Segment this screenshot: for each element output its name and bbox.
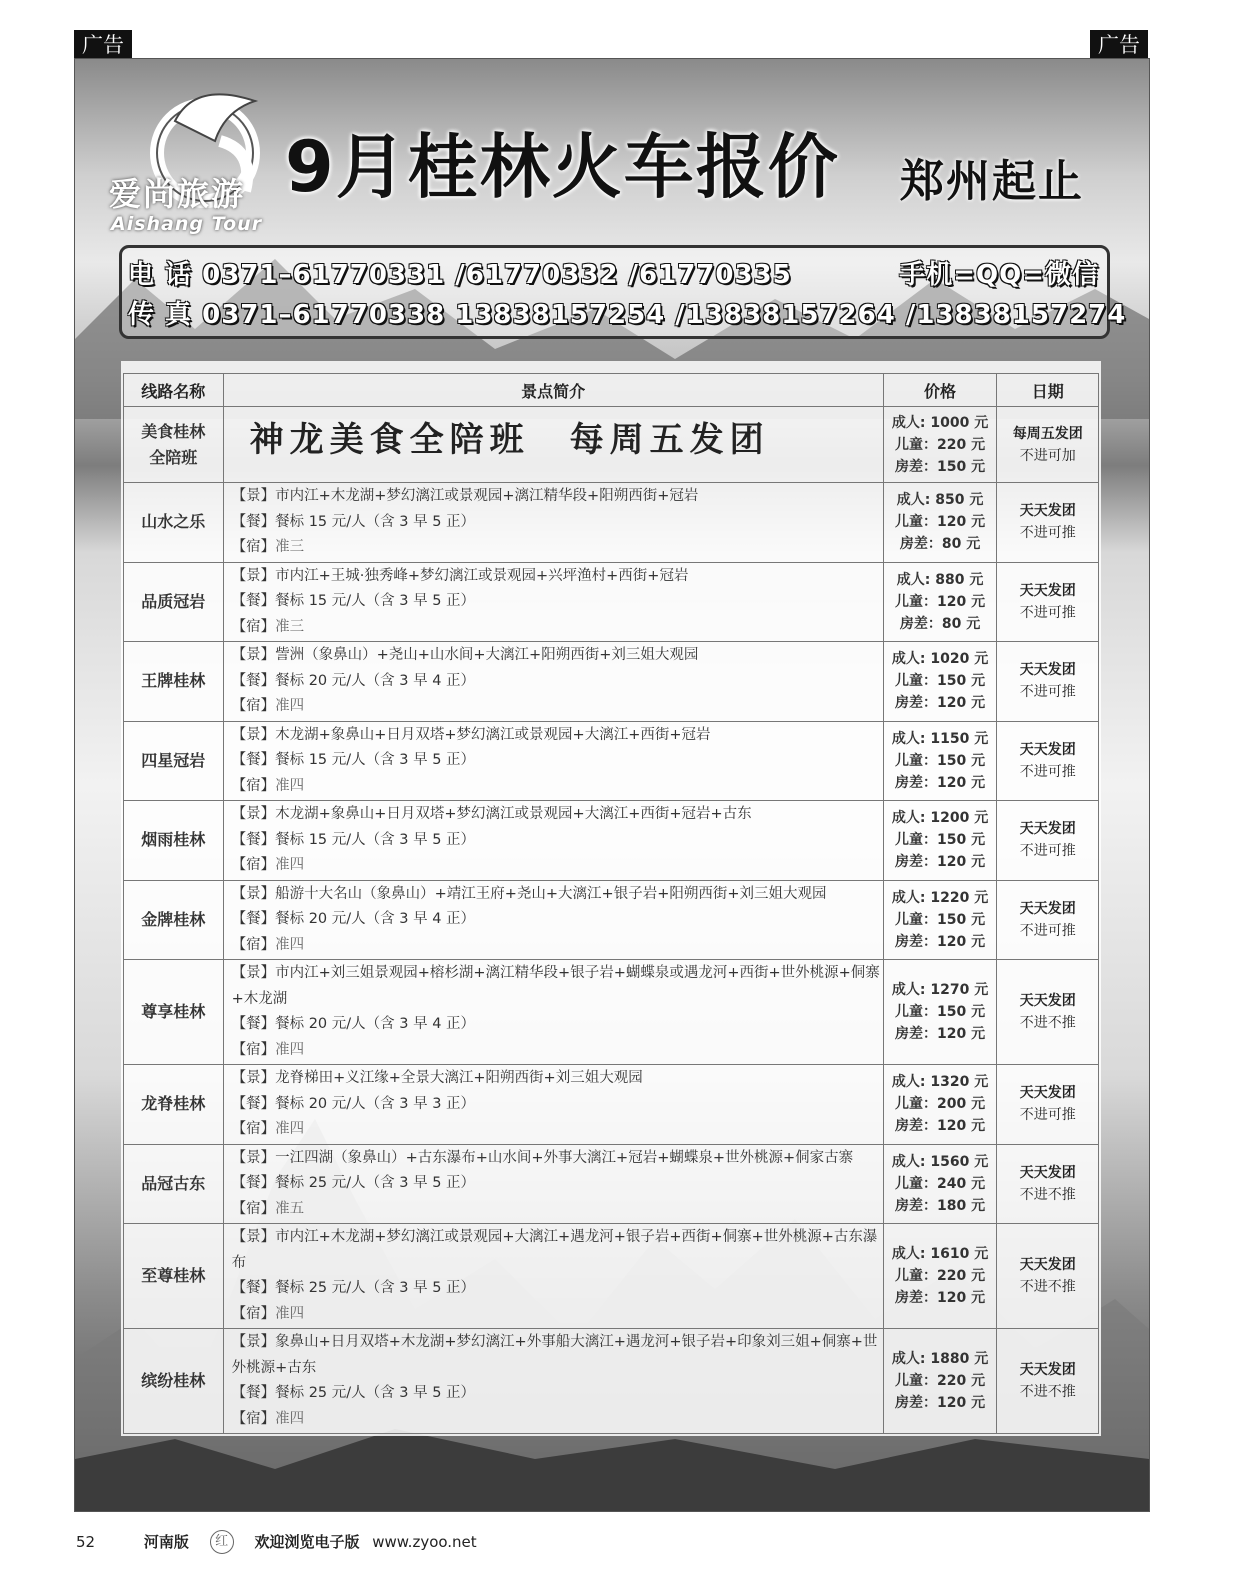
price-table-panel (121, 361, 1101, 1436)
accommodation-level: 准四 (275, 857, 305, 873)
route-name: 烟雨桂林 (124, 801, 224, 881)
child-price: 儿童：120 元 (894, 593, 986, 610)
route-name (124, 407, 224, 483)
scenic-spots: 【景】象鼻山+日月双塔+木龙湖+梦幻漓江+外事船大漓江+遇龙河+银子岩+印象刘三姐+侗寨+世外桃源+古东 (231, 1334, 878, 1376)
accommodation-level: 准三 (275, 539, 305, 555)
route-name: 尊享桂林 (124, 960, 224, 1065)
accommodation-label: 【宿】 (231, 698, 276, 714)
accommodation (232, 1197, 882, 1223)
route-description (223, 880, 883, 960)
adult-price: 成人: 1220 元 (891, 889, 989, 906)
departure-schedule: 天天发团 (1019, 1257, 1076, 1273)
accommodation (232, 694, 882, 720)
room-diff-price: 房差：80 元 (899, 536, 981, 553)
room-diff-price: 房差：120 元 (894, 1395, 986, 1411)
scenic-spots: 【景】龙脊梯田+义江缘+全景大漓江+阳朔西街+刘三姐大观园 (231, 1070, 643, 1086)
meal-standard: 【餐】餐标 25 元/人（含 3 早 5 正） (231, 1385, 476, 1401)
accommodation-level: 准四 (275, 698, 305, 714)
shopping-note: 不进可推 (1019, 684, 1076, 701)
adult-price: 成人: 1560 元 (891, 1153, 989, 1170)
scenic-spots: 【景】船游十大名山（象鼻山）+靖江王府+尧山+大漓江+银子岩+阳朔西街+刘三姐大观园 (231, 885, 827, 902)
scenic-spots: 【景】訾洲（象鼻山）+尧山+山水间+大漓江+阳朔西街+刘三姐大观园 (231, 647, 699, 663)
child-price: 儿童：150 元 (894, 673, 986, 690)
route-name: 王牌桂林 (124, 642, 224, 722)
price-cell (883, 642, 997, 722)
accommodation-level: 准三 (275, 618, 305, 635)
adult-price: 成人: 1320 元 (891, 1074, 989, 1091)
date-cell (997, 562, 1099, 642)
route-name: 金牌桂林 (124, 880, 224, 960)
departure-schedule: 天天发团 (1019, 1164, 1076, 1181)
logo-english-name: Aishang Tour (111, 213, 263, 235)
meal-standard: 【餐】餐标 20 元/人（含 3 早 3 正） (231, 1095, 476, 1112)
scenic-spots: 【景】市内江+木龙湖+梦幻漓江或景观园+漓江精华段+阳朔西街+冠岩 (231, 488, 699, 504)
scenic-spots: 【景】市内江+刘三姐景观园+榕杉湖+漓江精华段+银子岩+蝴蝶泉或遇龙河+西街+世外桃源+侗寨+木龙湖 (231, 965, 880, 1007)
header-scenic-intro: 景点简介 (223, 374, 883, 407)
edition-seal-icon: 红 (210, 1530, 234, 1554)
page-title: 9月桂林火车报价 (285, 126, 840, 208)
departure-schedule: 天天发团 (1019, 662, 1076, 679)
shopping-note: 不进可推 (1019, 843, 1076, 860)
shopping-note: 不进可推 (1019, 922, 1076, 939)
departure-schedule: 天天发团 (1019, 741, 1076, 758)
route-description (223, 960, 883, 1065)
room-diff-price: 房差：120 元 (894, 1118, 986, 1135)
adult-price: 成人: 880 元 (896, 571, 984, 588)
meal-standard: 【餐】餐标 15 元/人（含 3 早 5 正） (231, 593, 476, 609)
child-price: 儿童：150 元 (894, 752, 986, 769)
accommodation-level: 准四 (275, 936, 305, 953)
price-table (123, 373, 1099, 1434)
meal-standard: 【餐】餐标 15 元/人（含 3 早 5 正） (231, 752, 476, 768)
accommodation-label: 【宿】 (231, 1041, 276, 1058)
room-diff-price: 房差：150 元 (894, 458, 986, 475)
meal-standard: 【餐】餐标 20 元/人（含 3 早 4 正） (231, 1016, 476, 1032)
table-row (124, 801, 1099, 881)
table-row (124, 1329, 1099, 1434)
departure-schedule: 天天发团 (1019, 503, 1076, 520)
page-number: 52 (76, 1532, 96, 1551)
route-description (223, 1329, 883, 1434)
accommodation-label: 【宿】 (231, 777, 276, 794)
room-diff-price: 房差：120 元 (894, 854, 986, 871)
adult-price: 成人: 1200 元 (891, 810, 989, 827)
route-name-line2: 全陪班 (149, 447, 198, 467)
adult-price: 成人: 1270 元 (891, 982, 989, 998)
accommodation (232, 1302, 882, 1328)
shopping-note: 不进不推 (1019, 1186, 1076, 1203)
accommodation-level: 准四 (275, 777, 305, 794)
accommodation-level: 准四 (275, 1041, 305, 1058)
accommodation (232, 1117, 882, 1143)
shopping-note: 不进不推 (1019, 1015, 1076, 1031)
price-cell (883, 1065, 997, 1145)
scenic-spots: 【景】木龙湖+象鼻山+日月双塔+梦幻漓江或景观园+大漓江+西街+冠岩 (231, 726, 711, 743)
fax-numbers: 传 真 0371–61770338 13838157254 /13838157264 /13838157274 (128, 300, 1127, 330)
price-cell (883, 1329, 997, 1434)
route-description (223, 721, 883, 801)
table-row (124, 642, 1099, 722)
table-row (124, 960, 1099, 1065)
adult-price: 成人: 1020 元 (891, 651, 989, 668)
date-cell (997, 801, 1099, 881)
table-row (124, 1224, 1099, 1329)
accommodation-level: 准四 (275, 1410, 305, 1427)
meal-standard: 【餐】餐标 25 元/人（含 3 早 5 正） (231, 1175, 476, 1191)
route-name: 四星冠岩 (124, 721, 224, 801)
shopping-note: 不进可推 (1019, 604, 1076, 621)
mobile-qq-wechat-note: 手机=QQ=微信 (899, 260, 1099, 290)
route-description (223, 1144, 883, 1224)
shopping-note: 不进不推 (1019, 1279, 1076, 1295)
table-row (124, 562, 1099, 642)
accommodation (232, 774, 882, 800)
route-description (223, 642, 883, 722)
shopping-note: 不进可推 (1019, 1107, 1076, 1124)
accommodation-level: 准四 (275, 1305, 305, 1322)
date-cell (997, 642, 1099, 722)
route-name: 品质冠岩 (124, 562, 224, 642)
price-cell (883, 880, 997, 960)
logo-chinese-name: 爱尚旅游 (109, 175, 246, 213)
room-diff-price: 房差：120 元 (894, 695, 986, 712)
adult-price: 成人: 1880 元 (891, 1351, 989, 1367)
accommodation-label: 【宿】 (231, 1410, 276, 1427)
price-cell (883, 407, 997, 483)
adult-price: 成人: 850 元 (896, 492, 984, 509)
price-cell (883, 1224, 997, 1329)
departure-schedule: 天天发团 (1019, 821, 1076, 838)
date-cell (997, 721, 1099, 801)
date-cell (997, 1329, 1099, 1434)
adult-price: 成人: 1150 元 (891, 730, 989, 747)
price-cell (883, 483, 997, 563)
website-link[interactable]: www.zyoo.net (372, 1532, 477, 1551)
route-name-line1: 美食桂林 (141, 421, 206, 441)
scenic-spots: 【景】一江四湖（象鼻山）+古东瀑布+山水间+外事大漓江+冠岩+蝴蝶泉+世外桃源+侗家古寨 (231, 1149, 854, 1166)
edition-label: 河南版 (143, 1532, 189, 1551)
shopping-note: 不进可推 (1019, 763, 1076, 780)
price-cell (883, 1144, 997, 1224)
departure-schedule: 天天发团 (1019, 1085, 1076, 1102)
accommodation-label: 【宿】 (231, 857, 276, 873)
price-cell (883, 562, 997, 642)
date-cell (997, 1144, 1099, 1224)
accommodation (232, 853, 882, 879)
table-row (124, 483, 1099, 563)
table-row-featured (124, 407, 1099, 483)
room-diff-price: 房差：120 元 (894, 1026, 986, 1042)
accommodation-label: 【宿】 (231, 1305, 276, 1322)
shopping-note: 不进可加 (1019, 447, 1076, 464)
meal-standard: 【餐】餐标 15 元/人（含 3 早 5 正） (231, 831, 476, 848)
route-name: 缤纷桂林 (124, 1329, 224, 1434)
route-description (223, 562, 883, 642)
child-price: 儿童：120 元 (894, 514, 986, 531)
room-diff-price: 房差：120 元 (894, 933, 986, 950)
accommodation-label: 【宿】 (231, 1200, 276, 1217)
child-price: 儿童：220 元 (894, 1373, 986, 1389)
price-cell (883, 721, 997, 801)
route-name: 品冠古东 (124, 1144, 224, 1224)
room-diff-price: 房差：120 元 (894, 1290, 986, 1306)
child-price: 儿童：220 元 (894, 1268, 986, 1284)
date-cell (997, 1224, 1099, 1329)
featured-banner: 神龙美食全陪班 每周五发团 (249, 420, 770, 461)
accommodation-label: 【宿】 (231, 936, 276, 953)
accommodation-label: 【宿】 (231, 1121, 276, 1137)
adult-price: 成人: 1610 元 (891, 1246, 989, 1262)
shopping-note: 不进可推 (1019, 525, 1076, 542)
shopping-note: 不进不推 (1019, 1384, 1076, 1400)
child-price: 儿童：150 元 (894, 911, 986, 928)
table-row (124, 721, 1099, 801)
route-name: 至尊桂林 (124, 1224, 224, 1329)
accommodation (232, 1038, 882, 1064)
scenic-spots: 【景】木龙湖+象鼻山+日月双塔+梦幻漓江或景观园+大漓江+西街+冠岩+古东 (231, 806, 752, 822)
phone-numbers: 电 话 0371–61770331 /61770332 /61770335 (128, 260, 792, 290)
accommodation-label: 【宿】 (231, 539, 276, 555)
date-cell (997, 880, 1099, 960)
accommodation (232, 1407, 882, 1433)
room-diff-price: 房差：120 元 (894, 774, 986, 791)
meal-standard: 【餐】餐标 20 元/人（含 3 早 4 正） (231, 911, 476, 927)
accommodation-level: 准五 (275, 1200, 305, 1217)
page-footer (76, 1530, 493, 1554)
child-price: 儿童：150 元 (894, 1004, 986, 1020)
date-cell (997, 483, 1099, 563)
header-date: 日期 (997, 374, 1099, 407)
departure-schedule: 每周五发团 (1012, 425, 1083, 442)
meal-standard: 【餐】餐标 20 元/人（含 3 早 4 正） (231, 672, 476, 689)
accommodation (232, 535, 882, 561)
accommodation-level: 准四 (275, 1121, 305, 1137)
child-price: 儿童：200 元 (894, 1096, 986, 1113)
table-row (124, 880, 1099, 960)
route-description (223, 801, 883, 881)
scenic-spots: 【景】市内江+木龙湖+梦幻漓江或景观园+大漓江+遇龙河+银子岩+西街+侗寨+世外桃源+古东瀑布 (231, 1229, 878, 1271)
child-price: 儿童：220 元 (894, 436, 986, 453)
route-description (223, 483, 883, 563)
child-price: 儿童：150 元 (894, 832, 986, 849)
meal-standard: 【餐】餐标 25 元/人（含 3 早 5 正） (231, 1280, 476, 1296)
adult-price: 成人: 1000 元 (891, 414, 989, 431)
departure-schedule: 天天发团 (1019, 993, 1076, 1009)
header-price: 价格 (883, 374, 997, 407)
child-price: 儿童：240 元 (894, 1175, 986, 1192)
room-diff-price: 房差：180 元 (894, 1197, 986, 1214)
accommodation-label: 【宿】 (231, 618, 276, 635)
route-description (223, 1224, 883, 1329)
table-header-row (124, 374, 1099, 407)
contact-box (119, 245, 1127, 339)
table-row (124, 1065, 1099, 1145)
ad-tag-left: 广告 (74, 30, 132, 60)
welcome-text: 欢迎浏览电子版 (254, 1532, 360, 1551)
price-cell (883, 801, 997, 881)
table-row (124, 1144, 1099, 1224)
header-route-name: 线路名称 (124, 374, 224, 407)
ad-tag-right: 广告 (1090, 30, 1148, 60)
departure-schedule: 天天发团 (1019, 900, 1076, 917)
route-name: 龙脊桂林 (124, 1065, 224, 1145)
date-cell (997, 407, 1099, 483)
ad-frame (74, 58, 1150, 1512)
route-description (223, 1065, 883, 1145)
date-cell (997, 960, 1099, 1065)
departure-schedule: 天天发团 (1019, 582, 1076, 599)
featured-banner-cell (223, 407, 883, 483)
scenic-spots: 【景】市内江+王城·独秀峰+梦幻漓江或景观园+兴坪渔村+西街+冠岩 (231, 567, 689, 584)
price-cell (883, 960, 997, 1065)
accommodation (232, 933, 882, 959)
departure-schedule: 天天发团 (1019, 1362, 1076, 1378)
accommodation (232, 615, 882, 641)
route-name: 山水之乐 (124, 483, 224, 563)
meal-standard: 【餐】餐标 15 元/人（含 3 早 5 正） (231, 513, 476, 530)
page-subtitle: 郑州起止 (900, 156, 1084, 207)
date-cell (997, 1065, 1099, 1145)
room-diff-price: 房差：80 元 (899, 615, 981, 632)
